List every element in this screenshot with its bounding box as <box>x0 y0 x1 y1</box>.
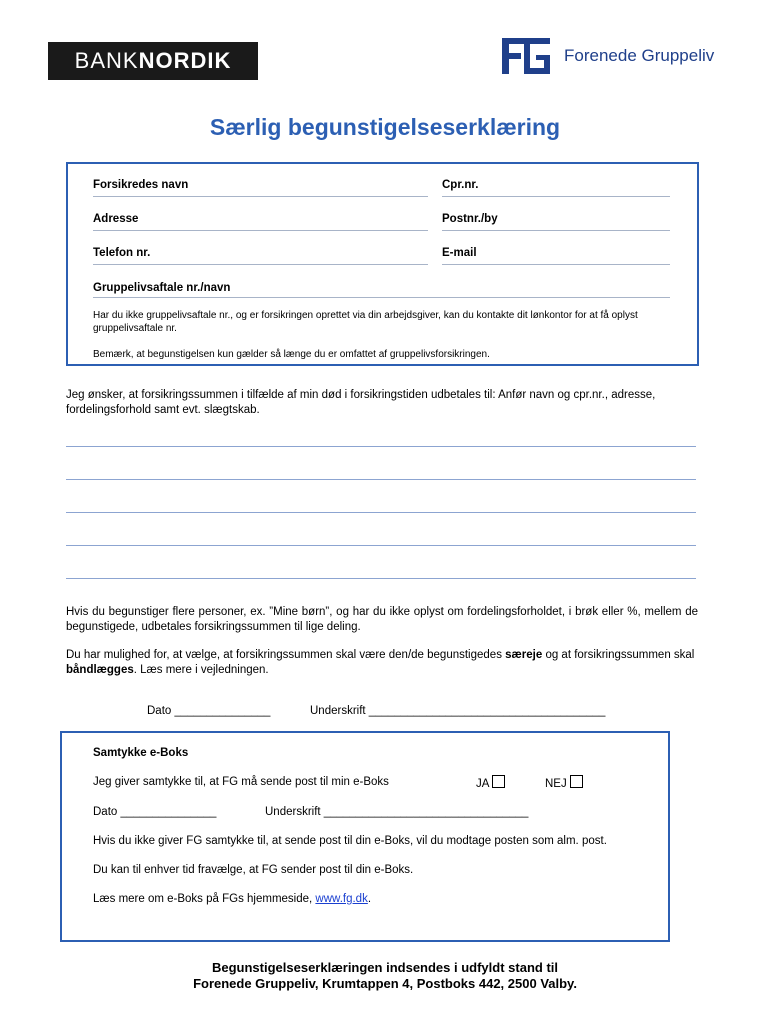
yes-checkbox[interactable] <box>492 775 505 788</box>
eboks-withdraw-text: Du kan til enhver tid fravælge, at FG sender post til din e-Boks. <box>93 864 414 876</box>
beneficiary-line-2[interactable] <box>66 479 696 480</box>
postcode-input-line[interactable] <box>442 230 670 231</box>
address-label: Adresse <box>93 213 139 225</box>
fg-website-link[interactable]: www.fg.dk <box>315 893 368 905</box>
multiple-beneficiaries-text: Hvis du begunstiger flere personer, ex. ”Mine børn”, og har du ikke oplyst om fordelingsforholdet, i brøk eller %, mellem de begunstigede, udbetales forsikringssummen til lige deling. <box>66 606 698 633</box>
eboks-read-more: Læs mere om e-Boks på FGs hjemmeside, www.fg.dk. <box>93 893 372 905</box>
no-option[interactable]: NEJ <box>545 775 583 792</box>
eboks-date-field[interactable]: Dato _______________ <box>93 806 217 818</box>
postcode-label: Postnr./by <box>442 213 498 225</box>
yes-option[interactable]: JA <box>476 775 505 792</box>
beneficiary-instructions: Jeg ønsker, at forsikringssummen i tilfælde af min død i forsikringstiden udbetales til: Anfør navn og cpr.nr., adresse, fordelingsforhold samt evt. slægtskab. <box>66 389 656 416</box>
date-field[interactable]: Dato _______________ <box>147 705 271 717</box>
agreement-note: Har du ikke gruppelivsaftale nr., og er forsikringen oprettet via din arbejdsgiver, kan du kontakte dit lønkontor for at få oplyst gruppelivsaftale nr. <box>93 310 638 334</box>
coverage-note: Bemærk, at begunstigelsen kun gælder så længe du er omfattet af gruppelivsforsikringen. <box>93 349 490 360</box>
cpr-input-line[interactable] <box>442 196 670 197</box>
phone-input-line[interactable] <box>93 264 428 265</box>
fg-logo: Forenede Gruppeliv <box>500 34 740 78</box>
agreement-label: Gruppelivsaftale nr./navn <box>93 282 231 294</box>
signature-field[interactable]: Underskrift _____________________________________ <box>310 705 606 717</box>
fg-logo-icon <box>500 36 552 76</box>
address-input-line[interactable] <box>93 230 428 231</box>
banknordik-logo: BANK NORDIK <box>48 42 258 80</box>
agreement-input-line[interactable] <box>93 297 670 298</box>
beneficiary-line-1[interactable] <box>66 446 696 447</box>
no-checkbox[interactable] <box>570 775 583 788</box>
eboks-signature-field[interactable]: Underskrift ________________________________ <box>265 806 529 818</box>
beneficiary-line-4[interactable] <box>66 545 696 546</box>
page-title: Særlig begunstigelseserklæring <box>209 114 561 140</box>
cpr-label: Cpr.nr. <box>442 179 479 191</box>
beneficiary-line-5[interactable] <box>66 578 696 579</box>
eboks-heading: Samtykke e-Boks <box>93 747 189 759</box>
name-label: Forsikredes navn <box>93 179 189 191</box>
phone-label: Telefon nr. <box>93 247 151 259</box>
eboks-no-consent-text: Hvis du ikke giver FG samtykke til, at sende post til din e-Boks, vil du modtage posten som alm. post. <box>93 835 607 847</box>
submission-address: Begunstigelseserklæringen indsendes i udfyldt stand til Forenede Gruppeliv, Krumtappen 4, Postboks 442, 2500 Valby. <box>193 960 577 991</box>
separate-property-text: Du har mulighed for, at vælge, at forsikringssummen skal være den/de begunstigedes særeje og at forsikringssummen skal båndlægges. Læs mere i vejledningen. <box>66 649 695 676</box>
eboks-consent-text: Jeg giver samtykke til, at FG må sende post til min e-Boks <box>93 776 389 788</box>
beneficiary-line-3[interactable] <box>66 512 696 513</box>
name-input-line[interactable] <box>93 196 428 197</box>
email-input-line[interactable] <box>442 264 670 265</box>
email-label: E-mail <box>442 247 477 259</box>
